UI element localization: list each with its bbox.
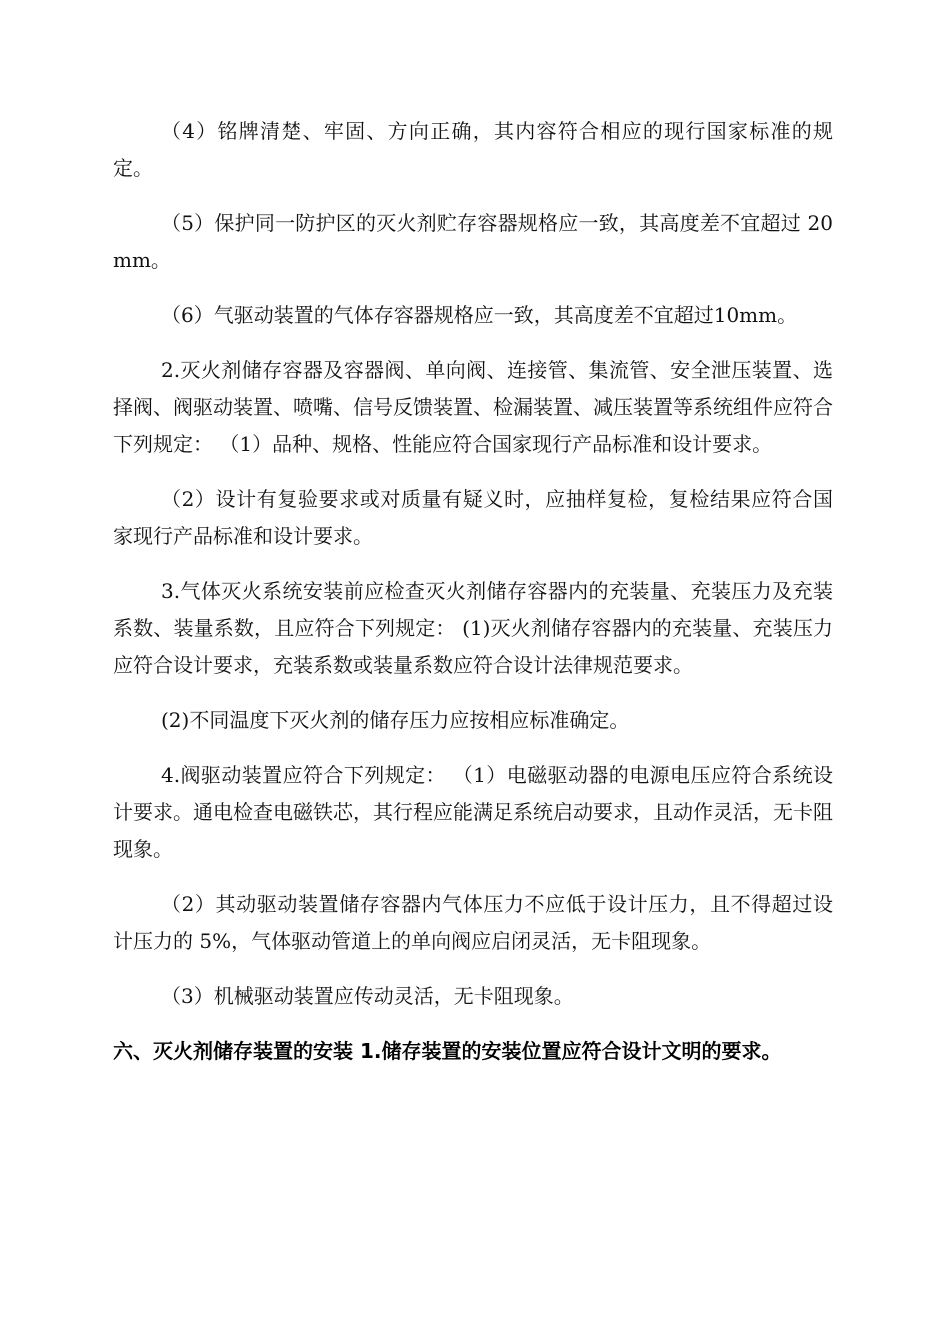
section-heading: 六、灭火剂储存装置的安装 1.储存装置的安装位置应符合设计文明的要求。 <box>113 1039 782 1063</box>
paragraph-valve-drive: 4.阀驱动装置应符合下列规定： （1）电磁驱动器的电源电压应符合系统设计要求。通电检查电磁铁芯，其行程应能满足系统启动要求，且动作灵活，无卡阻现象。 <box>113 763 833 861</box>
paragraph-system-components: 2.灭火剂储存容器及容器阀、单向阀、连接管、集流管、安全泄压装置、选择阀、阀驱动装置、喷嘴、信号反馈装置、检漏装置、减压装置等系统组件应符合下列规定： （1）品种、规格、性能应符合国家现行产品标准和设计要求。 <box>113 358 833 456</box>
paragraph-storage-pressure: (2)不同温度下灭火剂的储存压力应按相应标准确定。 <box>161 708 630 732</box>
paragraph-gas-drive-height: （6）气驱动装置的气体存容器规格应一致，其高度差不宜超过10mm。 <box>161 303 798 327</box>
paragraph-nameplate: （4）铭牌清楚、牢固、方向正确，其内容符合相应的现行国家标准的规定。 <box>113 119 833 180</box>
document-body <box>113 113 833 1070</box>
paragraph-filling-check: 3.气体灭火系统安装前应检查灭火剂储存容器内的充装量、充装压力及充装系数、装量系数，且应符合下列规定： (1)灭火剂储存容器内的充装量、充装压力应符合设计要求，充装系数或装量系数应符合设计法律规范要求。 <box>113 579 833 677</box>
paragraph-container-height: （5）保护同一防护区的灭火剂贮存容器规格应一致，其高度差不宜超过 20mm。 <box>113 211 833 272</box>
paragraph-recheck: （2）设计有复验要求或对质量有疑义时，应抽样复检，复检结果应符合国家现行产品标准和设计要求。 <box>113 487 833 548</box>
paragraph-mechanical-drive: （3）机械驱动装置应传动灵活，无卡阻现象。 <box>161 984 574 1008</box>
paragraph-drive-pressure: （2）其动驱动装置储存容器内气体压力不应低于设计压力，且不得超过设计压力的 5%，气体驱动管道上的单向阀应启闭灵活，无卡阻现象。 <box>113 892 833 953</box>
